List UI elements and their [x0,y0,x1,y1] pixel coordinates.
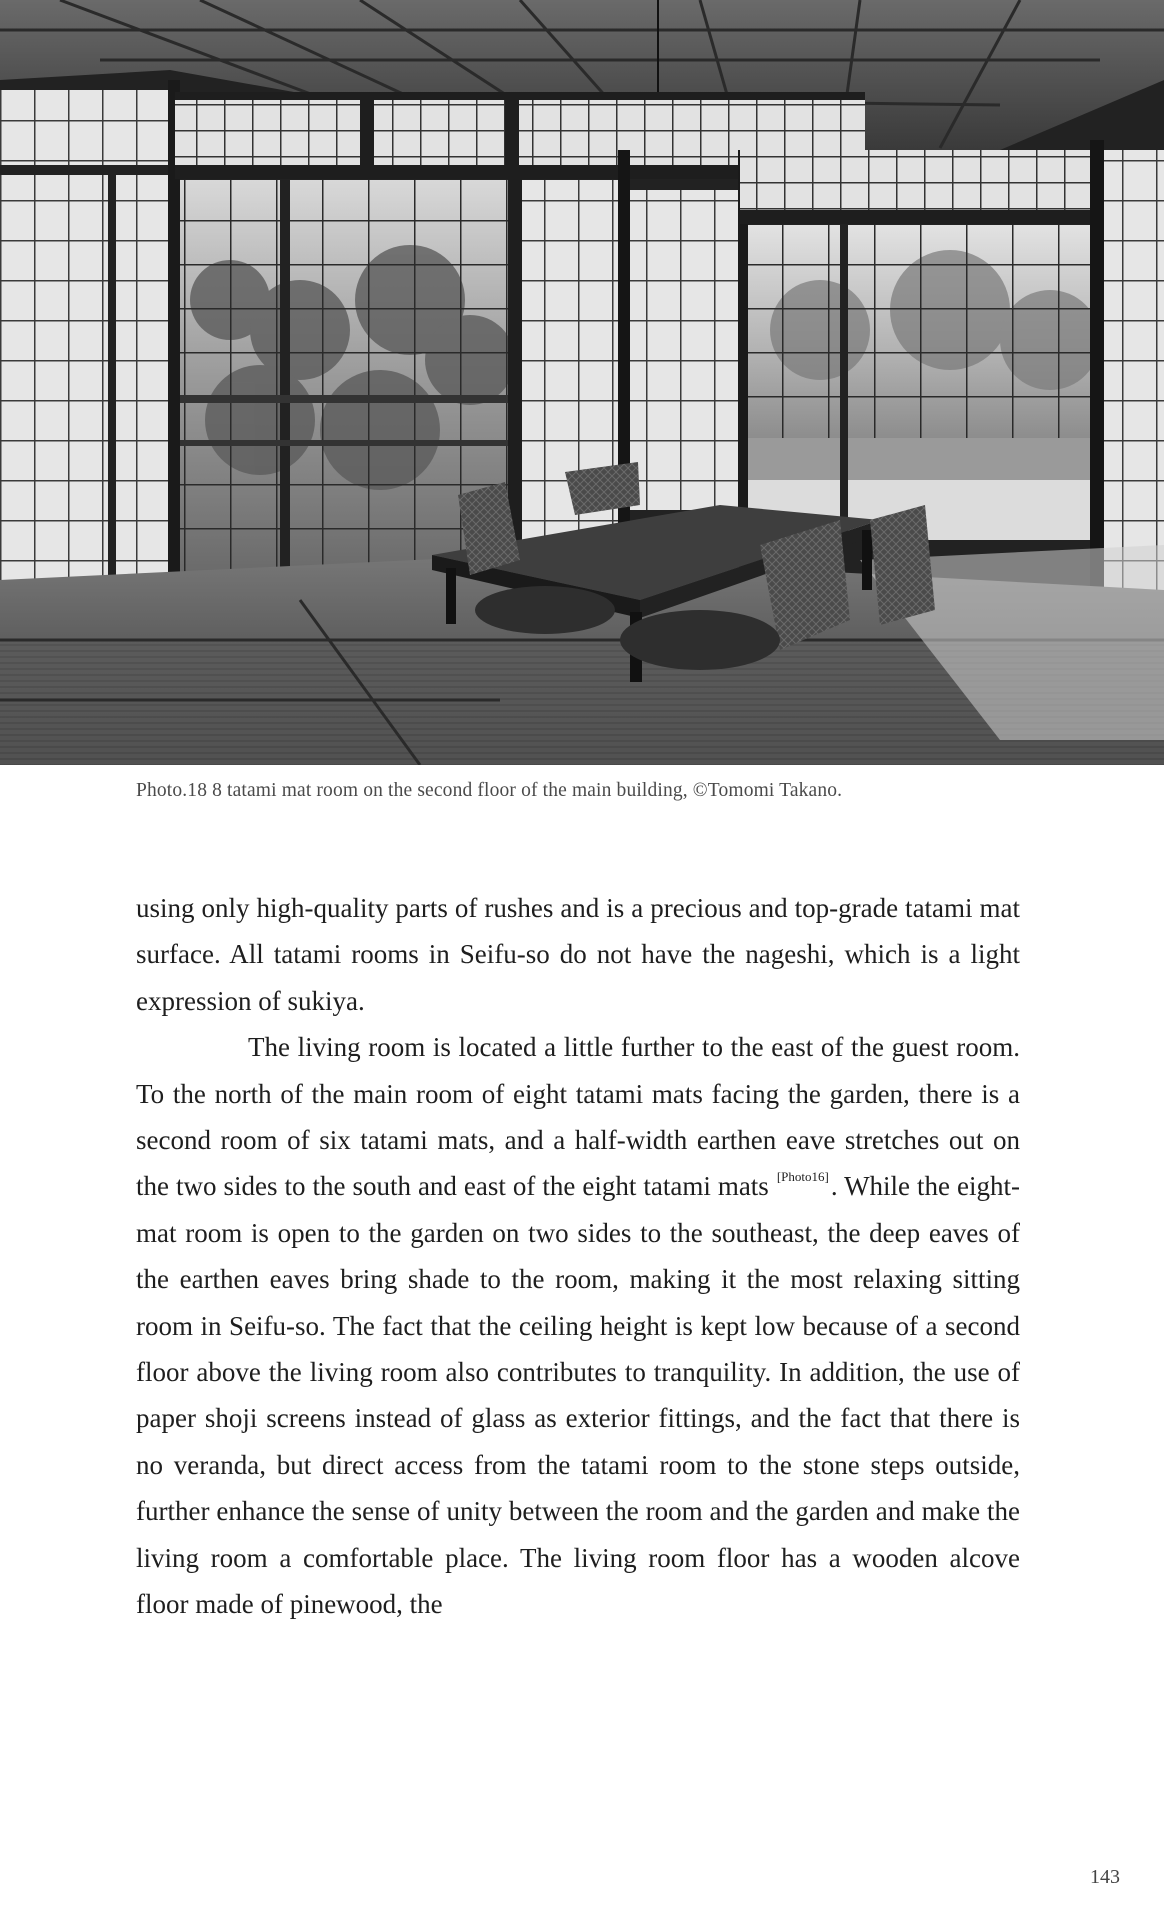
page-number: 143 [1090,1866,1120,1888]
photo-caption: Photo.18 8 tatami mat room on the second floor of the main building, ©Tomomi Takano. [136,780,843,801]
body-text [136,885,1020,1628]
photo-reference: [Photo16] [776,1169,829,1185]
paragraph-1: using only high-quality parts of rushes and is a precious and top-grade tatami mat surface. All tatami rooms in Seifu-so do not have the nageshi, which is a light expression of sukiya. [136,893,1020,1016]
paragraph-2-text-a: The living room is located a little further to the east of the guest room. To the north of the main room of eight tatami mats facing the garden, there is a second room of six tatami mats, and a half-width earthen eave stretches out on the two sides to the south and east of the eight tatami mats [136,1032,1020,1202]
paragraph-2 [136,1024,1020,1627]
photo-tatami-room [0,0,1164,765]
paragraph-2-text-b: . While the eight-mat room is open to the garden on two sides to the southeast, the deep eaves of the earthen eaves bring shade to the room, making it the most relaxing sitting room in Seifu-so. The fact that the ceiling height is kept low because of a second floor above the living room also contributes to tranquility. In addition, the use of paper shoji screens instead of glass as exterior fittings, and the fact that there is no veranda, but direct access from the tatami room to the stone steps outside, further enhance the sense of unity between the room and the garden and make the living room a comfortable place. The living room floor has a wooden alcove floor made of pinewood, the [136,1171,1020,1620]
